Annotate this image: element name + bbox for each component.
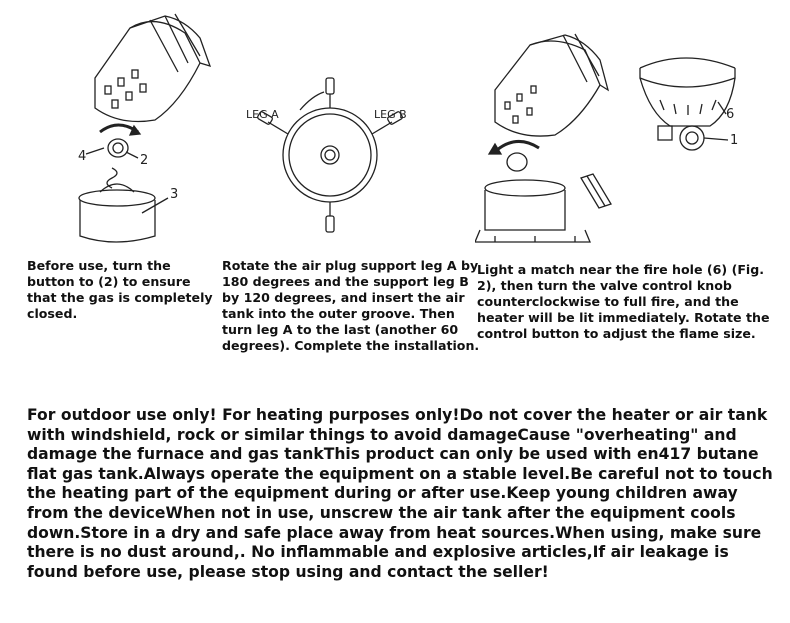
callout-6: 6: [726, 107, 735, 122]
callout-1: 1: [730, 133, 739, 148]
safety-warning: For outdoor use only! For heating purposes only!Do not cover the heater or air tank with windshield, rock or similar things to avoid damageCause "overheating" and damage the furnace and gas tankThis product can only be used with en417 butane flat gas tank.Always operate the equipment on a stable level.Be careful not to touch the heating part of the equipment during or after use.Keep young children away from the deviceWhen not in use, unscrew the air tank after the equipment cools down.Store in a dry and safe place away from heat sources.When using, make sure there is no dust around,. No inflammable and explosive articles,If air leakage is found before use, please stop using and contact the seller!: [27, 406, 773, 581]
step3-caption: Light a match near the fire hole (6) (Fig. 2), then turn the valve control knob counterclockwise to full fire, and the heater will be lit immediately. Rotate the control button to adjust the flame size.: [477, 262, 770, 341]
leg-a-label: LEG A: [246, 108, 279, 121]
assembled-heater-diagram: [475, 30, 615, 250]
heater-canister-diagram: [60, 8, 225, 248]
step1-caption: Before use, turn the button to (2) to ensure that the gas is completely closed.: [27, 258, 213, 321]
callout-3: 3: [170, 187, 179, 202]
callout-4: 4: [78, 149, 87, 164]
step2-caption: Rotate the air plug support leg A by 180 degrees and the support leg B by 120 degrees, and insert the air tank into the outer groove. Then turn leg A to the last (another 60 degrees). Complete the installation.: [222, 258, 480, 353]
leg-b-label: LEG B: [374, 108, 407, 121]
callout-2: 2: [140, 153, 149, 168]
support-legs-diagram: [240, 70, 420, 240]
front-view-diagram: [630, 38, 760, 168]
